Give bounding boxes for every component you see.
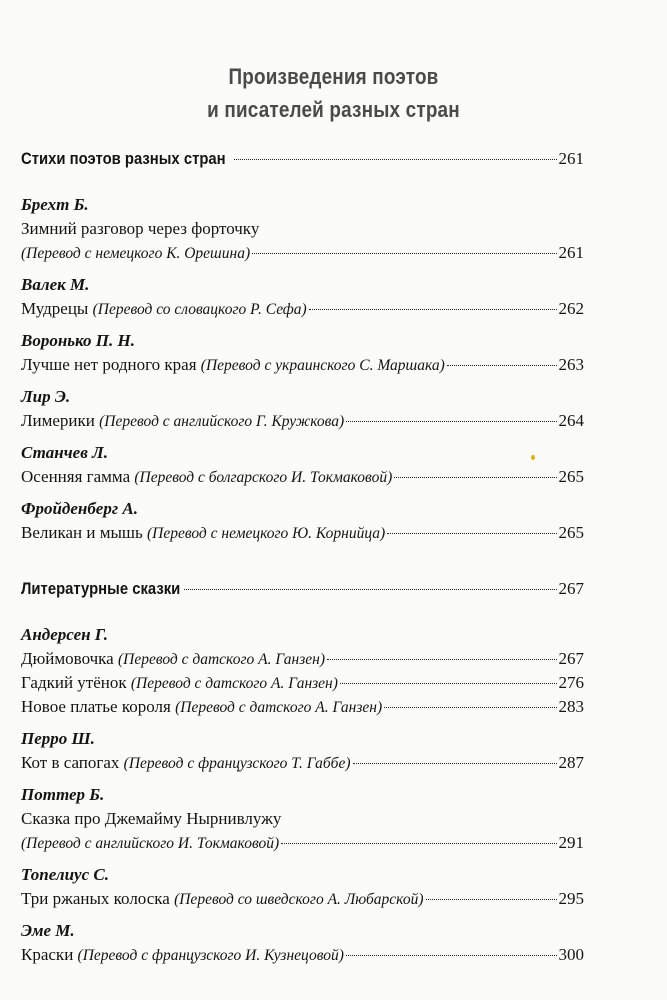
dot-leader [447,365,557,366]
dot-leader [281,843,556,844]
spacer [21,173,584,193]
translation-note: (Перевод с французского Т. Габбе) [123,755,351,772]
toc-entry [21,409,584,433]
toc-entry [21,521,584,545]
entry-text [21,695,382,720]
entry-text [21,297,307,322]
page-number: 276 [558,673,584,692]
section-title: Литературные сказки [21,580,181,598]
work-title: Мудрецы [21,299,89,318]
page-number: 287 [558,753,584,772]
translation-note: (Перевод с немецкого К. Орешина) [21,245,251,262]
author-name: Топелиус С. [21,865,109,884]
work-title: Лучше нет родного края [21,355,197,374]
entry-text [21,887,424,912]
page-number: 291 [558,833,584,852]
toc-entry [21,297,584,321]
toc-entry [21,353,584,377]
page-number: 264 [558,411,584,430]
translation-note: (Перевод с датского А. Ганзен) [175,699,383,716]
work-title: Краски [21,945,74,964]
dot-leader [340,683,557,684]
author-name: Фройденберг А. [21,499,138,518]
toc-entry [21,465,584,489]
entry-text [21,353,445,378]
page-number: 265 [558,467,584,486]
page-number: 267 [558,649,584,668]
dot-leader [353,763,557,764]
entry-text [21,831,279,856]
author-name: Станчев Л. [21,443,108,462]
spacer [21,321,584,329]
author-name: Перро Ш. [21,729,95,748]
spacer [21,603,584,623]
title-line-1: Произведения поэтов [228,64,439,89]
spacer [21,377,584,385]
work-title: Великан и мышь [21,523,143,542]
table-of-contents [21,145,584,967]
dot-leader [387,533,556,534]
toc-entry [21,887,584,911]
work-title: Дюймовочка [21,649,114,668]
author-name: Лир Э. [21,387,71,406]
entry-text [21,465,392,490]
toc-entry [21,831,584,855]
dot-leader [426,899,557,900]
spacer [21,489,584,497]
entry-text [21,521,385,546]
author-name: Брехт Б. [21,195,89,214]
translation-note: (Перевод со словацкого Р. Сефа) [92,301,307,318]
dot-leader [184,589,557,590]
title-line-2: и писателей разных стран [207,97,460,122]
entry-text [21,751,351,776]
translation-note: (Перевод с немецкого Ю. Корнийца) [146,525,386,542]
dot-leader [384,707,556,708]
entry-text [21,647,325,672]
spacer [21,855,584,863]
page-number: 283 [558,697,584,716]
author-name: Поттер Б. [21,785,105,804]
toc-entry [21,241,584,265]
spacer [21,265,584,273]
page-number: 263 [558,355,584,374]
entry-text [21,671,338,696]
work-title: Лимерики [21,411,95,430]
translation-note: (Перевод с английского И. Токмаковой) [21,835,280,852]
page-number: 262 [558,299,584,318]
work-title: Сказка про Джемайму Нырнивлужу [21,809,282,828]
toc-entry [21,695,584,719]
translation-note: (Перевод с английского Г. Кружкова) [99,413,345,430]
translation-note: (Перевод со шведского А. Любарской) [174,891,424,908]
toc-entry [21,751,584,775]
toc-entry [21,647,584,671]
dot-leader [346,955,557,956]
dot-leader [309,309,557,310]
spacer [21,911,584,919]
entry-text [21,943,344,968]
translation-note: (Перевод с датского А. Ганзен) [130,675,338,692]
translation-note: (Перевод с французского И. Кузнецовой) [77,947,344,964]
work-title: Осенняя гамма [21,467,131,486]
page-number: 300 [558,945,584,964]
author-name: Эме М. [21,921,75,940]
page-number: 295 [558,889,584,908]
dot-leader [346,421,556,422]
page-speck [531,455,535,460]
section-heading-row [21,145,584,173]
entry-text [21,409,344,434]
work-title: Зимний разговор через форточку [21,219,260,238]
translation-note: (Перевод с болгарского И. Токмаковой) [134,469,393,486]
spacer [21,545,584,575]
section-page-number: 261 [558,149,584,168]
work-title: Гадкий утёнок [21,673,127,692]
toc-entry [21,671,584,695]
toc-entry [21,943,584,967]
spacer [21,775,584,783]
section-title: Стихи поэтов разных стран [21,150,226,168]
spacer [21,433,584,441]
work-title: Три ржаных колоска [21,889,170,908]
section-heading-row [21,575,584,603]
author-name: Андерсен Г. [21,625,109,644]
page-number: 265 [558,523,584,542]
page-number: 261 [558,243,584,262]
dot-leader [394,477,556,478]
section-page-number: 267 [558,579,584,598]
work-title: Новое платье короля [21,697,171,716]
page-title [47,60,621,126]
entry-text [21,241,250,266]
author-name: Воронько П. Н. [21,331,135,350]
work-title: Кот в сапогах [21,753,120,772]
dot-leader [252,253,556,254]
translation-note: (Перевод с украинского С. Маршака) [200,357,445,374]
author-name: Валек М. [21,275,90,294]
translation-note: (Перевод с датского А. Ганзен) [117,651,326,668]
dot-leader [327,659,556,660]
spacer [21,719,584,727]
dot-leader [234,159,556,160]
